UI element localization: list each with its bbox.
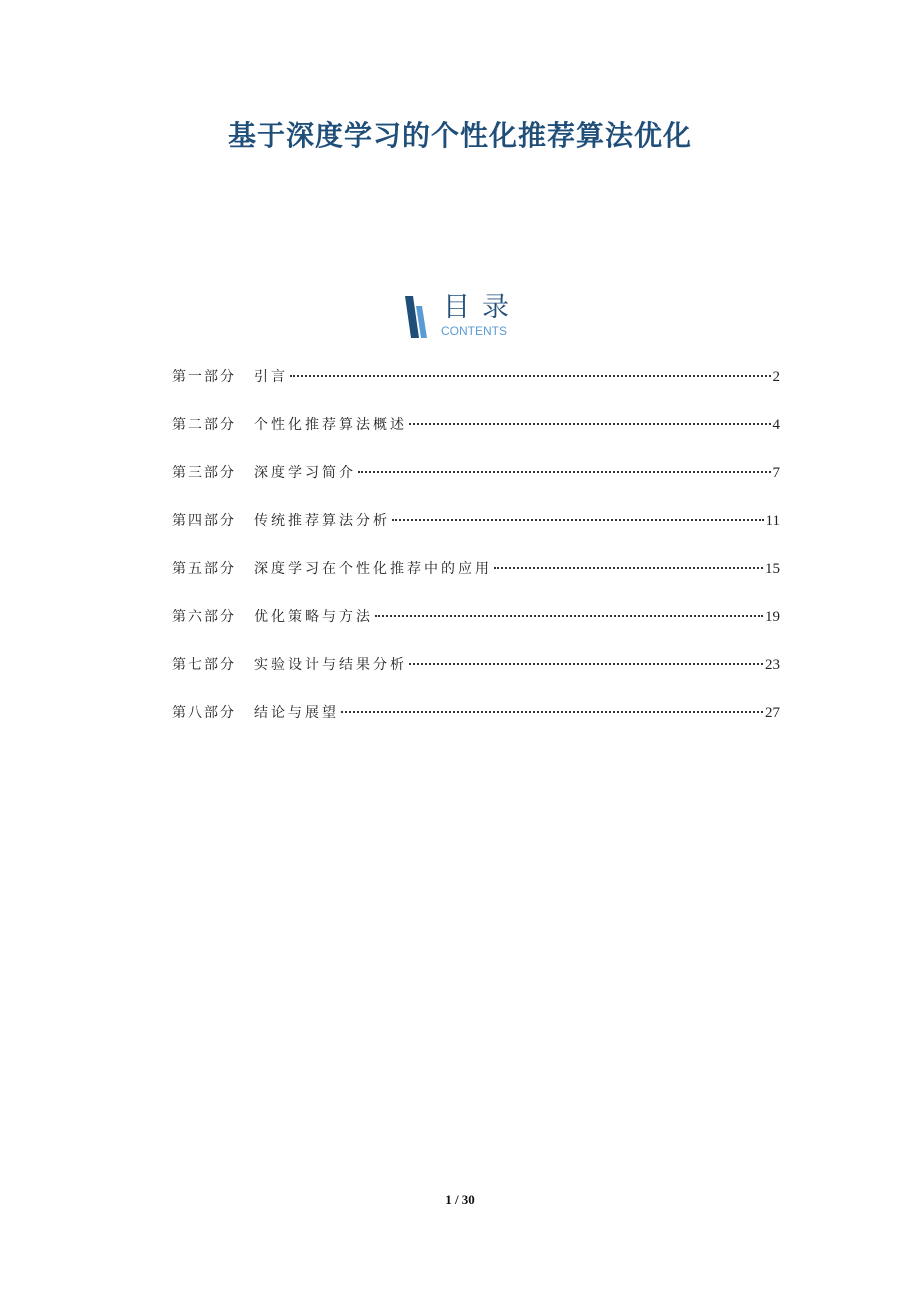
toc-entry-leader — [358, 471, 771, 473]
toc-entry[interactable] — [172, 508, 780, 556]
toc-entry[interactable] — [172, 700, 780, 748]
toc-entry-page: 15 — [765, 561, 780, 577]
toc-entry-part: 第四部分 — [172, 513, 236, 529]
toc-entry-title: 传统推荐算法分析 — [254, 513, 390, 529]
toc-entry-title: 实验设计与结果分析 — [254, 657, 407, 673]
toc-entry-title: 优化策略与方法 — [254, 609, 373, 625]
toc-entry[interactable] — [172, 556, 780, 604]
toc-list — [172, 364, 780, 748]
toc-entry-leader — [341, 711, 763, 713]
toc-entry-page: 19 — [765, 609, 780, 625]
toc-heading — [405, 292, 535, 342]
toc-entry-leader — [290, 375, 771, 377]
document-title: 基于深度学习的个性化推荐算法优化 — [227, 119, 692, 152]
toc-logo-icon — [405, 296, 429, 338]
toc-entry-leader — [494, 567, 763, 569]
toc-entry-title: 引言 — [254, 369, 288, 385]
toc-entry-title: 深度学习简介 — [254, 465, 356, 481]
toc-entry-page: 7 — [772, 465, 780, 481]
toc-entry-page: 2 — [772, 369, 780, 385]
toc-entry-part: 第三部分 — [172, 465, 236, 481]
toc-entry-title: 深度学习在个性化推荐中的应用 — [254, 561, 492, 577]
toc-entry-leader — [375, 615, 763, 617]
toc-entry[interactable] — [172, 604, 780, 652]
toc-heading-title: 目录 — [443, 292, 521, 323]
toc-entry-part: 第二部分 — [172, 417, 236, 433]
page-indicator: 1 / 30 — [445, 1192, 475, 1207]
toc-entry-leader — [409, 423, 771, 425]
toc-entry-leader — [392, 519, 764, 521]
toc-entry-leader — [409, 663, 763, 665]
toc-entry-part: 第七部分 — [172, 657, 236, 673]
toc-entry-part: 第五部分 — [172, 561, 236, 577]
toc-entry-part: 第六部分 — [172, 609, 236, 625]
toc-entry[interactable] — [172, 412, 780, 460]
toc-entry[interactable] — [172, 364, 780, 412]
toc-entry-page: 23 — [765, 657, 780, 673]
toc-heading-subtitle: CONTENTS — [441, 324, 507, 338]
toc-entry[interactable] — [172, 460, 780, 508]
toc-entry-part: 第八部分 — [172, 705, 236, 721]
toc-entry-title: 个性化推荐算法概述 — [254, 417, 407, 433]
toc-entry[interactable] — [172, 652, 780, 700]
toc-entry-page: 4 — [772, 417, 780, 433]
toc-entry-part: 第一部分 — [172, 369, 236, 385]
toc-entry-title: 结论与展望 — [254, 705, 339, 721]
toc-entry-page: 11 — [765, 513, 780, 529]
toc-entry-page: 27 — [765, 705, 780, 721]
